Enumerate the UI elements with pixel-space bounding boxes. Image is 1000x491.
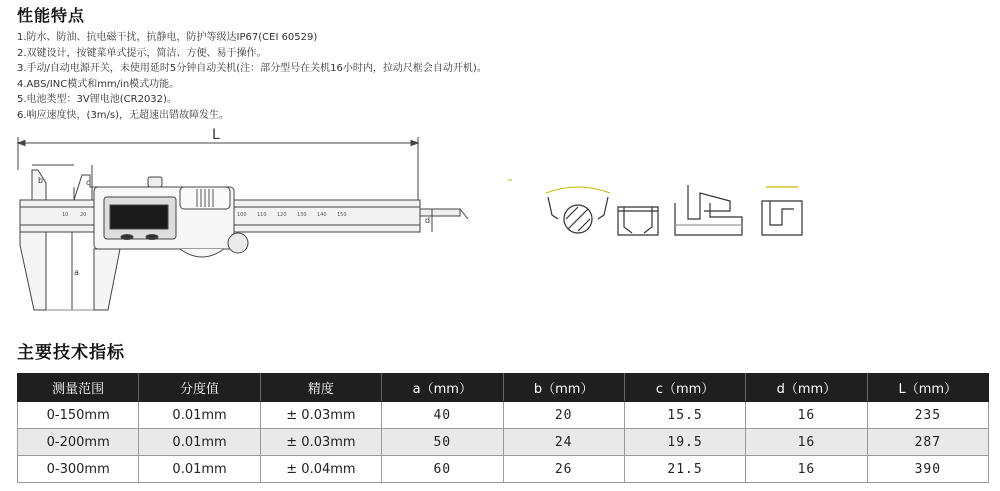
movable-lower-jaw bbox=[94, 249, 120, 310]
outside-measure-icon bbox=[548, 197, 608, 233]
table-cell: 20 bbox=[503, 402, 624, 429]
fixed-upper-jaw bbox=[32, 170, 46, 200]
table-row bbox=[18, 429, 989, 456]
table-cell: 390 bbox=[867, 456, 988, 483]
caliper-diagram bbox=[12, 125, 477, 325]
inside-measure-icon bbox=[618, 207, 658, 235]
table-cell: 40 bbox=[382, 402, 503, 429]
table-cell: 287 bbox=[867, 429, 988, 456]
column-header: d（mm） bbox=[746, 374, 867, 402]
table-cell: 19.5 bbox=[624, 429, 745, 456]
dim-label-b: b bbox=[38, 176, 44, 185]
specs-title: 主要技术指标 bbox=[17, 343, 125, 363]
scale-tick-label: 10 bbox=[62, 212, 69, 218]
table-cell: 16 bbox=[746, 429, 867, 456]
scale-tick-label: 110 bbox=[257, 212, 267, 218]
step-measure-icon bbox=[675, 185, 742, 235]
thumb-wheel bbox=[228, 233, 248, 253]
lcd-screen bbox=[110, 205, 168, 229]
column-header: 精度 bbox=[260, 374, 381, 402]
dim-label-d: d bbox=[425, 216, 431, 225]
table-cell: 0-150mm bbox=[18, 402, 139, 429]
table-cell: 0.01mm bbox=[139, 402, 260, 429]
scale-tick-label: 130 bbox=[297, 212, 307, 218]
feature-item: 5.电池类型：3V锂电池(CR2032)。 bbox=[17, 94, 177, 105]
feature-item: 4.ABS/INC模式和mm/in模式功能。 bbox=[17, 78, 180, 90]
scale-tick-label: 120 bbox=[277, 212, 287, 218]
dim-label-L: L bbox=[212, 127, 220, 143]
measurement-modes-diagram bbox=[500, 175, 810, 245]
column-header: L（mm） bbox=[867, 374, 988, 402]
features-title: 性能特点 bbox=[17, 6, 86, 25]
scale-tick-label: 140 bbox=[317, 212, 327, 218]
column-header: 测量范围 bbox=[18, 374, 139, 402]
table-header-row bbox=[18, 374, 989, 402]
table-row bbox=[18, 402, 989, 429]
depth-rod bbox=[420, 209, 460, 216]
table-cell: ± 0.04mm bbox=[260, 456, 381, 483]
table-cell: 50 bbox=[382, 429, 503, 456]
column-header: b（mm） bbox=[503, 374, 624, 402]
lock-screw bbox=[148, 177, 162, 187]
feature-item: 3.手动/自动电源开关，未使用延时5分钟自动关机(注：部分型号在关机16小时内，拉动尺框会自动开机)。 bbox=[17, 63, 487, 74]
specs-table bbox=[17, 373, 989, 483]
features-list bbox=[17, 30, 487, 123]
table-cell: ± 0.03mm bbox=[260, 402, 381, 429]
column-header: a（mm） bbox=[382, 374, 503, 402]
dim-label-a: a bbox=[74, 268, 79, 277]
feature-item: 1.防水、防油、抗电磁干扰，抗静电，防护等级达IP67(CEI 60529) bbox=[17, 32, 318, 43]
table-cell: 60 bbox=[382, 456, 503, 483]
table-cell: 24 bbox=[503, 429, 624, 456]
feature-item: 2.双键设计，按键菜单式提示，简洁、方便、易于操作。 bbox=[17, 47, 267, 59]
feature-item: 6.响应速度快，(3m/s)，无超速出错故障发生。 bbox=[17, 109, 230, 121]
column-header: 分度值 bbox=[139, 374, 260, 402]
table-cell: 0.01mm bbox=[139, 429, 260, 456]
table-cell: 26 bbox=[503, 456, 624, 483]
fixed-lower-jaw bbox=[20, 232, 46, 310]
scale-tick-label: 20 bbox=[80, 212, 87, 218]
table-row bbox=[18, 456, 989, 483]
depth-measure-icon bbox=[762, 187, 802, 235]
table-cell: 235 bbox=[867, 402, 988, 429]
scale-tick-label: 150 bbox=[337, 212, 347, 218]
table-cell: 0.01mm bbox=[139, 456, 260, 483]
table-cell: 21.5 bbox=[624, 456, 745, 483]
column-header: c（mm） bbox=[624, 374, 745, 402]
dim-label-c: c bbox=[86, 178, 91, 187]
scale-tick-label: 100 bbox=[237, 212, 247, 218]
table-cell: 16 bbox=[746, 456, 867, 483]
table-cell: ± 0.03mm bbox=[260, 429, 381, 456]
table-cell: 0-300mm bbox=[18, 456, 139, 483]
table-cell: 16 bbox=[746, 402, 867, 429]
table-cell: 15.5 bbox=[624, 402, 745, 429]
table-cell: 0-200mm bbox=[18, 429, 139, 456]
